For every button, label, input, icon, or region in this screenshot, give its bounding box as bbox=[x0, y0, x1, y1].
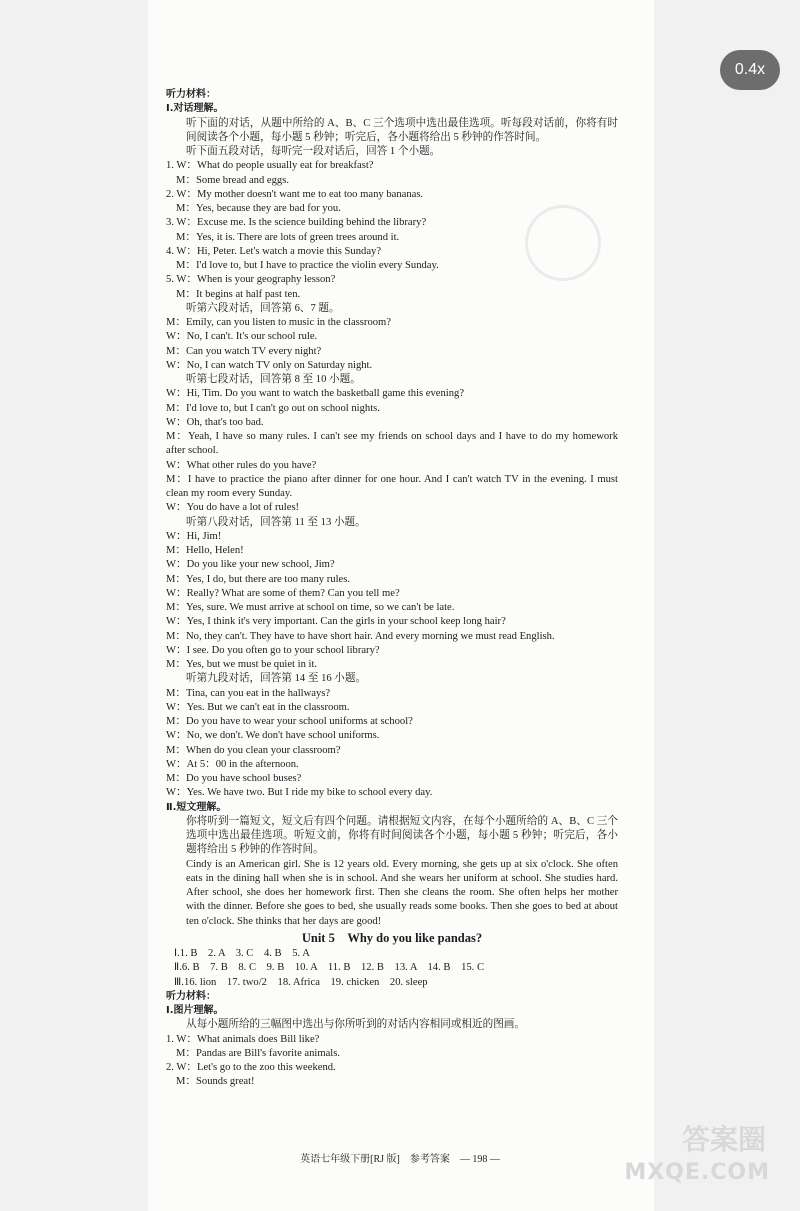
text-line: 5. W：When is your geography lesson? bbox=[166, 274, 336, 286]
page-footer: 英语七年级下册[RJ 版] 参考答案 — 198 — bbox=[300, 1154, 500, 1165]
text-line: 听第九段对话，回答第 14 至 16 小题。 bbox=[186, 673, 367, 685]
text2-line: M：Pandas are Bill's favorite animals. bbox=[176, 1047, 341, 1059]
text-line: W：Really? What are some of them? Can you tell me? bbox=[166, 587, 400, 599]
text-line: M：When do you clean your classroom? bbox=[166, 744, 341, 756]
text-line: 听下面五段对话，每听完一段对话后，回答 1 个小题。 bbox=[186, 146, 441, 157]
listening-section bbox=[166, 88, 618, 929]
text-line: W：What other rules do you have? bbox=[166, 459, 317, 471]
text-line: Cindy is an American girl. She is 12 years old. Every morning, she gets up at six o'clock. She often eats in the dining hall when she is in school. And she wears her uniform at school. She studies hard. After school, she does her homework first. Then she cleans the room. She often helps her mother with the dinner. Before she goes to bed, she usually reads some books. Then she goes to bed at about ten o'clock. She thinks that her days are good! bbox=[186, 858, 618, 927]
text-line: W：Hi, Jim! bbox=[166, 530, 222, 542]
answer-content bbox=[166, 88, 618, 1090]
text-line: W：Yes. But we can't eat in the classroom. bbox=[166, 701, 350, 713]
text-line: W：Yes. We have two. But I ride my bike to school every day. bbox=[166, 787, 433, 799]
text-line: W：No, I can't. It's our school rule. bbox=[166, 331, 318, 343]
answer-row: Ⅱ.6. B 7. B 8. C 9. B 10. A 11. B 12. B 13. A 14. B 15. C bbox=[174, 962, 485, 974]
text-line: M：Yes, sure. We must arrive at school on time, so we can't be late. bbox=[166, 602, 455, 613]
text-line: 2. W：My mother doesn't want me to eat too many bananas. bbox=[166, 188, 424, 200]
answer-row: Ⅲ.16. lion 17. two/2 18. Africa 19. chicken 20. sleep bbox=[174, 976, 428, 988]
text-line: 听下面的对话，从题中所给的 A、B、C 三个选项中选出最佳选项。听每段对话前，你将有时间阅读各个小题，每小题 5 秒钟；听完后，各小题将给出 5 秒钟的作答时间。 bbox=[186, 117, 618, 143]
text-line: M：Emily, can you listen to music in the classroom? bbox=[166, 317, 391, 328]
text-line: M：Yes, it is. There are lots of green trees around it. bbox=[176, 231, 400, 243]
text-line: M：I'd love to, but I have to practice the violin every Sunday. bbox=[176, 260, 439, 271]
answer-row: Ⅰ.1. B 2. A 3. C 4. B 5. A bbox=[174, 948, 310, 959]
answer-key bbox=[166, 947, 618, 990]
zoom-indicator[interactable]: 0.4x bbox=[720, 50, 780, 90]
watermark-logo: 答案圈 bbox=[681, 1123, 766, 1156]
text-line: M：Yes, but we must be quiet in it. bbox=[166, 659, 318, 670]
text-line: W：Oh, that's too bad. bbox=[166, 416, 264, 428]
text-line: M：I have to practice the piano after dinner for one hour. And I can't watch TV in the evening. I must clean my room every Sunday. bbox=[166, 473, 618, 499]
text-line: W：You do have a lot of rules! bbox=[166, 502, 300, 514]
text2-line: 1. W：What animals does Bill like? bbox=[166, 1033, 320, 1045]
text2-line: M：Sounds great! bbox=[176, 1076, 255, 1088]
text-line: M：Can you watch TV every night? bbox=[166, 345, 322, 357]
text-line: 你将听到一篇短文，短文后有四个问题。请根据短文内容，在每个小题所给的 A、B、C 三个选项中选出最佳选项。听短文前，你将有时间阅读各个小题，每小题 5 秒钟；听完后，各小题将给出 5 秒钟的作答时间。 bbox=[186, 815, 618, 856]
text2-line: Ⅰ.图片理解。 bbox=[166, 1005, 224, 1016]
text-line: M：Tina, can you eat in the hallways? bbox=[166, 687, 331, 699]
text-line: 听第八段对话，回答第 11 至 13 小题。 bbox=[186, 516, 366, 528]
text-line: M：I'd love to, but I can't go out on school nights. bbox=[166, 402, 380, 414]
text-line: Ⅱ.短文理解。 bbox=[166, 801, 227, 813]
text-line: W：Yes, I think it's very important. Can the girls in your school keep long hair? bbox=[166, 616, 506, 628]
text-line: W：No, we don't. We don't have school uniforms. bbox=[166, 730, 380, 742]
text-line: W：Hi, Tim. Do you want to watch the basketball game this evening? bbox=[166, 388, 465, 400]
listening-section-2 bbox=[166, 990, 618, 1090]
text-line: M：Hello, Helen! bbox=[166, 545, 244, 556]
text-line: W：I see. Do you often go to your school library? bbox=[166, 644, 380, 656]
text2-line: 听力材料： bbox=[166, 990, 216, 1002]
text-line: M：No, they can't. They have to have short hair. And every morning we must read English. bbox=[166, 630, 555, 642]
text-line: 3. W：Excuse me. Is the science building behind the library? bbox=[166, 217, 427, 229]
text-line: 4. W：Hi, Peter. Let's watch a movie this Sunday? bbox=[166, 245, 382, 257]
text-line: M：Yeah, I have so many rules. I can't see my friends on school days and I have to do my homework after school. bbox=[166, 431, 618, 457]
watermark-url: MXQE.COM bbox=[624, 1160, 770, 1185]
text-line: W：Do you like your new school, Jim? bbox=[166, 559, 335, 571]
text-line: 1. W：What do people usually eat for breakfast? bbox=[166, 160, 374, 172]
text-line: Ⅰ.对话理解。 bbox=[166, 103, 224, 115]
text-line: M：Do you have school buses? bbox=[166, 773, 302, 784]
text-line: M：It begins at half past ten. bbox=[176, 288, 301, 300]
text2-line: 从每小题所给的三幅图中选出与你所听到的对话内容相同或相近的图画。 bbox=[186, 1019, 525, 1031]
text2-line: 2. W：Let's go to the zoo this weekend. bbox=[166, 1062, 336, 1073]
text-line: 听第七段对话，回答第 8 至 10 小题。 bbox=[186, 374, 361, 385]
text-line: M：Do you have to wear your school uniforms at school? bbox=[166, 716, 413, 727]
text-line: M：Yes, because they are bad for you. bbox=[176, 203, 341, 214]
text-line: W：At 5：00 in the afternoon. bbox=[166, 758, 299, 770]
text-line: M：Yes, I do, but there are too many rules. bbox=[166, 573, 350, 585]
unit-title: Unit 5 Why do you like pandas? bbox=[301, 930, 483, 945]
text-line: 听力材料： bbox=[166, 89, 216, 100]
text-line: M：Some bread and eggs. bbox=[176, 174, 289, 186]
text-line: W：No, I can watch TV only on Saturday night. bbox=[166, 359, 373, 371]
text-line: 听第六段对话，回答第 6、7 题。 bbox=[186, 302, 340, 314]
